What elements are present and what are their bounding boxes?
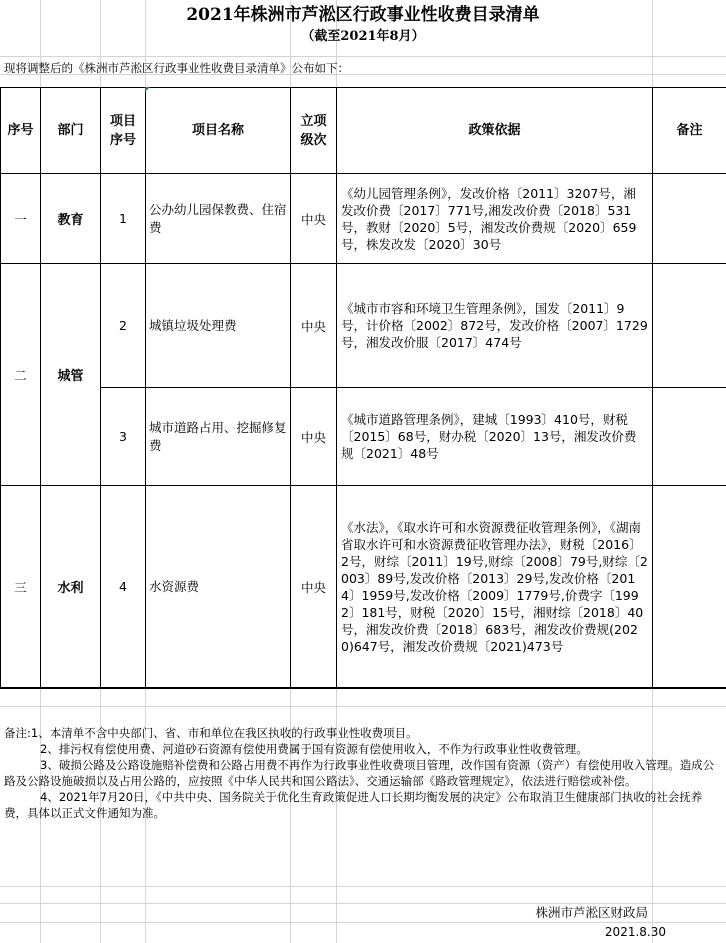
intro-text: 现将调整后的《株洲市芦淞区行政事业性收费目录清单》公布如下： [4,61,349,75]
group-dept: 教育 [41,174,101,264]
table-row [1,388,726,486]
fee-catalog-table [0,87,726,688]
document-subtitle: （截至2021年8月） [301,29,425,44]
item-basis: 《城市道路管理条例》，建城〔1993〕410号，财税〔2015〕68号，财办税〔2020〕13号，湘发改价费规〔2021〕48号 [337,388,653,486]
item-basis: 《幼儿园管理条例》，发改价格〔2011〕3207号，湘发改价费〔2017〕771号,湘发改价费〔2018〕531号，教财〔2020〕5号，湘发改价费规〔2020〕659号，株发改发〔2020〕30号 [337,174,653,264]
item-basis: 《水法》，《取水许可和水资源费征收管理条例》，《湖南省取水许可和水资源费征收管理办法》，财税〔2016〕2号，财综〔2011〕19号,财综〔2008〕79号,财综〔2003〕89号,发改价格〔2013〕29号,发改价格〔2014〕1959号,发改价格〔2009〕1779号,价费字〔1992〕181号，财税〔2020〕15号，湘财综〔2018〕40号，湘发改价费〔2018〕683号，湘发改价费规(2020)647号，湘发改价费规〔2021)473号 [337,486,653,688]
table-row [1,486,726,688]
table-row [1,174,726,264]
note-item: 备注:1、本清单不含中央部门、省、市和单位在我区执收的行政事业性收费项目。 [4,726,418,740]
item-name: 公办幼儿园保教费、住宿费 [146,174,291,264]
item-level: 中央 [291,486,337,688]
header-item-no: 项目 序号 [101,88,146,174]
header-basis: 政策依据 [337,88,653,174]
item-name: 水资源费 [146,486,291,688]
group-seq: 三 [1,486,41,688]
issuing-organization: 株洲市芦淞区财政局 [535,905,648,920]
item-basis: 《城市市容和环境卫生管理条例》，国发〔2011〕9号，计价格〔2002〕872号，发改价格〔2007〕1729号，湘发改价服〔2017〕474号 [337,264,653,388]
notes-divider [0,688,726,689]
group-dept: 水利 [41,486,101,688]
item-no: 4 [101,486,146,688]
issue-date: 2021.8.30 [604,925,666,939]
note-item: 2、排污权有偿使用费、河道砂石资源有偿使用费属于国有资源有偿使用收入，不作为行政事业性收费管理。 [40,742,588,756]
item-no: 1 [101,174,146,264]
header-item-name: 项目名称 [146,88,291,174]
item-name: 城市道路占用、挖掘修复费 [146,388,291,486]
item-no: 2 [101,264,146,388]
document-title: 2021年株洲市芦淞区行政事业性收费目录清单 [186,5,540,25]
note-item: 3、破损公路及公路设施赔补偿费和公路占用费不再作为行政事业性收费项目管理，改作国有资源（资产）有偿使用收入管理。造成公路及公路设施破损以及占用公路的，应按照《中华人民共和国公路法》、交通运输部《路政管理规定》，依法进行赔偿或补偿。 [4,758,715,788]
notes-section [4,725,720,821]
group-seq: 一 [1,174,41,264]
group-seq: 二 [1,264,41,486]
item-remark [653,388,726,486]
table-row [1,264,726,388]
header-seq: 序号 [1,88,41,174]
item-level: 中央 [291,388,337,486]
cell-comment-marker [145,87,150,92]
item-remark [653,264,726,388]
header-remark: 备注 [653,88,726,174]
header-dept: 部门 [41,88,101,174]
item-name: 城镇垃圾处理费 [146,264,291,388]
item-remark [653,486,726,688]
group-dept: 城管 [41,264,101,486]
note-item: 4、2021年7月20日，《中共中央、国务院关于优化生育政策促进人口长期均衡发展的决定》公布取消卫生健康部门执收的社会抚养费，具体以正式文件通知为准。 [4,790,703,820]
item-level: 中央 [291,174,337,264]
item-remark [653,174,726,264]
item-no: 3 [101,388,146,486]
item-level: 中央 [291,264,337,388]
header-level: 立项 级次 [291,88,337,174]
header-row [1,88,726,174]
